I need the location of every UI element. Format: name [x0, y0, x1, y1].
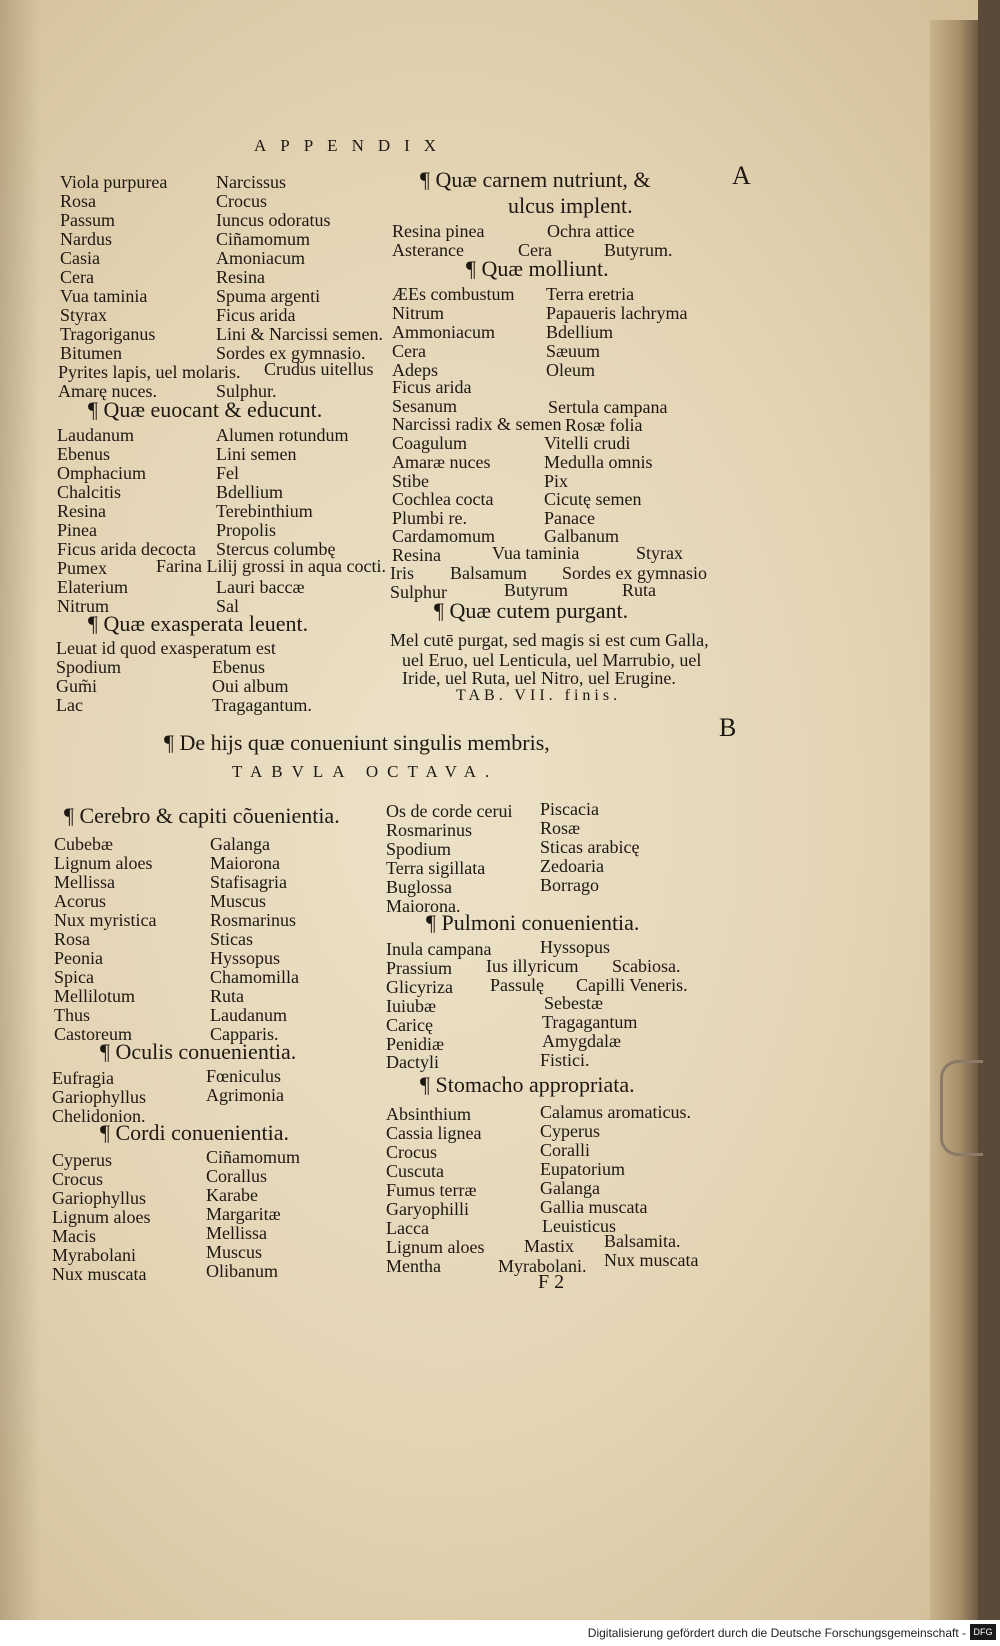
list-item: Vitelli crudi	[544, 433, 631, 453]
list-item: Castoreum	[54, 1024, 132, 1044]
list-item: Butyrum.	[604, 240, 673, 260]
list-item: Alumen rotundum	[216, 425, 349, 445]
list-item: Thus	[54, 1005, 90, 1025]
list-item: Garyophilli	[386, 1199, 469, 1219]
list-item: Os de corde cerui	[386, 801, 513, 821]
list-item: Sticas	[210, 929, 253, 949]
list-item: Rosæ	[540, 818, 581, 838]
list-item: Iuiubæ	[386, 996, 437, 1016]
list-item: Rosæ folia	[565, 415, 643, 435]
list-item: Cochlea cocta	[392, 489, 494, 509]
list-item: Macis	[52, 1226, 96, 1246]
list-item: Myrabolani	[52, 1245, 136, 1265]
list-item: Balsamum	[450, 563, 527, 583]
list-item: Cardamomum	[392, 526, 495, 546]
list-item: Gariophyllus	[52, 1087, 146, 1107]
list-item: Mellissa	[54, 872, 115, 892]
list-item: Ruta	[622, 580, 656, 600]
list-item: Plumbi re.	[392, 508, 467, 528]
list-item: Sertula campana	[548, 397, 668, 417]
section-heading: ¶ Quæ cutem purgant.	[434, 598, 629, 623]
list-item: Pix	[544, 471, 569, 491]
list-item: Margaritæ	[206, 1204, 281, 1224]
running-head: APPENDIX	[254, 136, 451, 155]
list-item: Sesanum	[392, 396, 457, 416]
list-item: Pinea	[57, 520, 97, 540]
list-item: Mastix	[524, 1236, 575, 1256]
list-item: Elaterium	[57, 577, 128, 597]
list-item: Stercus columbę	[216, 539, 336, 559]
list-item: Coralli	[540, 1140, 590, 1160]
list-item: Sulphur.	[216, 381, 277, 401]
list-item: Styrax	[636, 543, 683, 563]
list-item: Lauri baccæ	[216, 577, 305, 597]
table-title: ¶ De hijs quæ conueniunt singulis membris,	[164, 730, 550, 755]
list-item: Farina Lilij grossi in aqua cocti.	[156, 556, 386, 576]
list-item: Corallus	[206, 1166, 267, 1186]
list-item: Nitrum	[392, 303, 444, 323]
list-item: Nux muscata	[52, 1264, 147, 1284]
list-item: Eufragia	[52, 1068, 114, 1088]
list-item: Tragagantum	[542, 1012, 638, 1032]
margin-letter-a: A	[732, 161, 751, 190]
list-item: Acorus	[54, 891, 106, 911]
list-item: Ficus arida	[216, 305, 296, 325]
list-item: Ciñamomum	[206, 1147, 300, 1167]
list-item: Stafisagria	[210, 872, 287, 892]
list-item: Laudanum	[210, 1005, 287, 1025]
list-item: Resina	[392, 545, 441, 565]
table-end-note: TAB. VII. finis.	[456, 687, 622, 704]
list-item: ÆEs combustum	[392, 284, 515, 304]
list-item: Myrabolani.	[498, 1256, 587, 1276]
list-item: Cera	[518, 240, 552, 260]
list-item: Adeps	[392, 360, 438, 380]
list-item: Resina	[57, 501, 106, 521]
list-item: Amarę nuces.	[58, 381, 157, 401]
list-item: Iris	[390, 563, 414, 583]
list-item: Olibanum	[206, 1261, 278, 1281]
list-item: Rosmarinus	[386, 820, 473, 840]
list-item: Fœniculus	[206, 1066, 282, 1086]
list-item: Inula campana	[386, 939, 492, 959]
list-item: Cera	[60, 267, 94, 287]
list-item: Resina pinea	[392, 221, 485, 241]
list-item: Borrago	[540, 875, 599, 895]
list-item: Ebenus	[212, 657, 265, 677]
list-item: Sæuum	[546, 341, 601, 361]
section-heading: ¶ Cerebro & capiti cõuenientia.	[64, 803, 340, 828]
list-item: Rosmarinus	[210, 910, 297, 930]
section-heading: ¶ Cordi conuenientia.	[100, 1120, 289, 1145]
list-item: Absinthium	[386, 1104, 472, 1124]
list-item: Bitumen	[60, 343, 122, 363]
list-item: Asterance	[392, 240, 464, 260]
list-item: Eupatorium	[540, 1159, 625, 1179]
list-item: Cera	[392, 341, 426, 361]
list-item: Amoniacum	[216, 248, 305, 268]
list-item: Lini semen	[216, 444, 297, 464]
list-item: Cassia lignea	[386, 1123, 482, 1143]
list-item: Panace	[544, 508, 595, 528]
list-item: Rosa	[54, 929, 90, 949]
list-item: Spuma argenti	[216, 286, 321, 306]
list-item: Vua taminia	[492, 543, 580, 563]
list-item: Dactyli	[386, 1052, 439, 1072]
list-item: Chelidonion.	[52, 1106, 146, 1126]
list-item: Ciñamomum	[216, 229, 310, 249]
list-item: Terebinthium	[216, 501, 313, 521]
dfg-logo-icon: DFG	[970, 1624, 996, 1640]
list-item: Capilli Veneris.	[576, 975, 688, 995]
list-item: Coagulum	[392, 433, 467, 453]
page-clip	[940, 1060, 983, 1156]
list-item: Propolis	[216, 520, 277, 540]
list-item: Fumus terræ	[386, 1180, 477, 1200]
list-item: Nardus	[60, 229, 112, 249]
list-item: Ruta	[210, 986, 244, 1006]
list-item: Mentha	[386, 1256, 441, 1276]
list-item: Balsamita.	[604, 1231, 681, 1251]
list-item: Oui album	[212, 676, 289, 696]
list-item: Iuncus odoratus	[216, 210, 331, 230]
list-item: Fel	[216, 463, 240, 483]
list-item: Nitrum	[57, 596, 109, 616]
list-item: Hyssopus	[540, 937, 611, 957]
list-item: Maiorona.	[386, 896, 461, 916]
list-item: Stibe	[392, 471, 430, 491]
list-item: Laudanum	[57, 425, 134, 445]
list-item: Zedoaria	[540, 856, 604, 876]
list-item: Galanga	[210, 834, 270, 854]
list-item: Ammoniacum	[392, 322, 495, 342]
list-item: Bdellium	[546, 322, 613, 342]
list-item: Crocus	[386, 1142, 437, 1162]
list-item: Pyrites lapis, uel molaris.	[58, 362, 241, 382]
list-item: Nux muscata	[604, 1250, 699, 1270]
list-item: Hyssopus	[210, 948, 281, 968]
list-item: Gallia muscata	[540, 1197, 648, 1217]
list-item: Lac	[56, 695, 83, 715]
list-item: Medulla omnis	[544, 452, 653, 472]
list-item: Calamus aromaticus.	[540, 1102, 691, 1122]
list-item: Leuisticus	[542, 1216, 616, 1236]
list-item: Muscus	[206, 1242, 263, 1262]
list-item: Cyperus	[540, 1121, 600, 1141]
list-item: Chamomilla	[210, 967, 299, 987]
list-item: Ochra attice	[547, 221, 635, 241]
list-item: Amaræ nuces	[392, 452, 491, 472]
list-item: Rosa	[60, 191, 96, 211]
list-item: Lacca	[386, 1218, 429, 1238]
list-item: Capparis.	[210, 1024, 279, 1044]
list-item: Glicyriza	[386, 977, 453, 997]
list-item: Pumex	[57, 558, 108, 578]
paragraph-line: Iride, uel Ruta, uel Nitro, uel Erugine.	[402, 668, 676, 688]
list-item: Tragagantum.	[212, 695, 312, 715]
list-item: Passulę	[490, 975, 544, 995]
list-item: Casia	[60, 248, 100, 268]
list-item: Galbanum	[544, 526, 619, 546]
list-item: Papaueris lachryma	[546, 303, 688, 323]
list-item: Bdellium	[216, 482, 283, 502]
list-item: Sordes ex gymnasio	[562, 563, 707, 583]
list-item: Lignum aloes	[386, 1237, 485, 1257]
signature-mark: F 2	[538, 1271, 565, 1293]
list-item: Cuscuta	[386, 1161, 444, 1181]
margin-letter-b: B	[719, 713, 737, 742]
list-item: Mellissa	[206, 1223, 267, 1243]
list-item: Cicutę semen	[544, 489, 642, 509]
section-heading: ¶ Oculis conuenientia.	[100, 1039, 297, 1064]
list-item: Lignum aloes	[52, 1207, 151, 1227]
list-item: Vua taminia	[60, 286, 148, 306]
list-item: Ficus arida	[392, 377, 472, 397]
list-item: Styrax	[60, 305, 107, 325]
list-item: Galanga	[540, 1178, 600, 1198]
section-heading: ¶ Quæ euocant & educunt.	[88, 397, 323, 422]
list-item: Leuat id quod exasperatum est	[56, 638, 276, 658]
section-heading: ulcus implent.	[508, 193, 633, 218]
list-item: Terra eretria	[546, 284, 635, 304]
list-item: Maiorona	[210, 853, 280, 873]
list-item: Spodium	[56, 657, 122, 677]
list-item: Penidiæ	[386, 1034, 445, 1054]
list-item: Ius illyricum	[486, 956, 579, 976]
list-item: Amygdalæ	[542, 1031, 621, 1051]
list-item: Gum̃i	[56, 676, 98, 696]
paragraph-line: uel Eruo, uel Lenticula, uel Marrubio, uel	[402, 650, 702, 670]
section-heading: ¶ Stomacho appropriata.	[420, 1072, 635, 1097]
list-item: Peonia	[54, 948, 103, 968]
section-heading: ¶ Quæ carnem nutriunt, &	[420, 167, 651, 192]
list-item: Spodium	[386, 839, 452, 859]
list-item: Crudus uitellus	[264, 359, 374, 379]
section-heading: ¶ Quæ exasperata leuent.	[88, 611, 309, 636]
section-heading: ¶ Quæ molliunt.	[466, 256, 609, 281]
list-item: Piscacia	[540, 799, 599, 819]
list-item: Cyperus	[52, 1150, 112, 1170]
list-item: Nux myristica	[54, 910, 157, 930]
list-item: Crocus	[216, 191, 267, 211]
list-item: Resina	[216, 267, 265, 287]
list-item: Viola purpurea	[60, 172, 168, 192]
list-item: Fistici.	[540, 1050, 590, 1070]
list-item: Mellilotum	[54, 986, 135, 1006]
list-item: Cubebæ	[54, 834, 114, 854]
list-item: Oleum	[546, 360, 595, 380]
list-item: Sticas arabicę	[540, 837, 640, 857]
list-item: Lini & Narcissi semen.	[216, 324, 383, 344]
list-item: Karabe	[206, 1185, 258, 1205]
list-item: Narcissus	[216, 172, 286, 192]
list-item: Caricę	[386, 1015, 433, 1035]
section-heading: ¶ Pulmoni conuenientia.	[426, 910, 640, 935]
list-item: Prassium	[386, 958, 453, 978]
list-item: Ebenus	[57, 444, 110, 464]
footer-credit: Digitalisierung gefördert durch die Deutsche Forschungsgemeinschaft -	[587, 1626, 966, 1640]
list-item: Buglossa	[386, 877, 453, 897]
list-item: Lignum aloes	[54, 853, 153, 873]
list-item: Ficus arida decocta	[57, 539, 196, 559]
list-item: Sordes ex gymnasio.	[216, 343, 366, 363]
list-item: Sal	[216, 596, 240, 616]
list-item: Omphacium	[57, 463, 146, 483]
page-edge	[930, 20, 978, 1620]
table-subtitle: TABVLA OCTAVA.	[232, 762, 499, 781]
list-item: Butyrum	[504, 580, 569, 600]
list-item: Spica	[54, 967, 94, 987]
paragraph-line: Mel cutē purgat, sed magis si est cum Galla,	[390, 630, 709, 650]
list-item: Terra sigillata	[386, 858, 486, 878]
list-item: Sebestæ	[544, 993, 604, 1013]
list-item: Crocus	[52, 1169, 103, 1189]
list-item: Tragoriganus	[60, 324, 156, 344]
list-item: Muscus	[210, 891, 267, 911]
list-item: Narcissi radix & semen	[392, 414, 562, 434]
list-item: Passum	[60, 210, 116, 230]
list-item: Sulphur	[390, 582, 448, 602]
list-item: Agrimonia	[206, 1085, 284, 1105]
list-item: Chalcitis	[57, 482, 121, 502]
list-item: Gariophyllus	[52, 1188, 146, 1208]
list-item: Scabiosa.	[612, 956, 681, 976]
